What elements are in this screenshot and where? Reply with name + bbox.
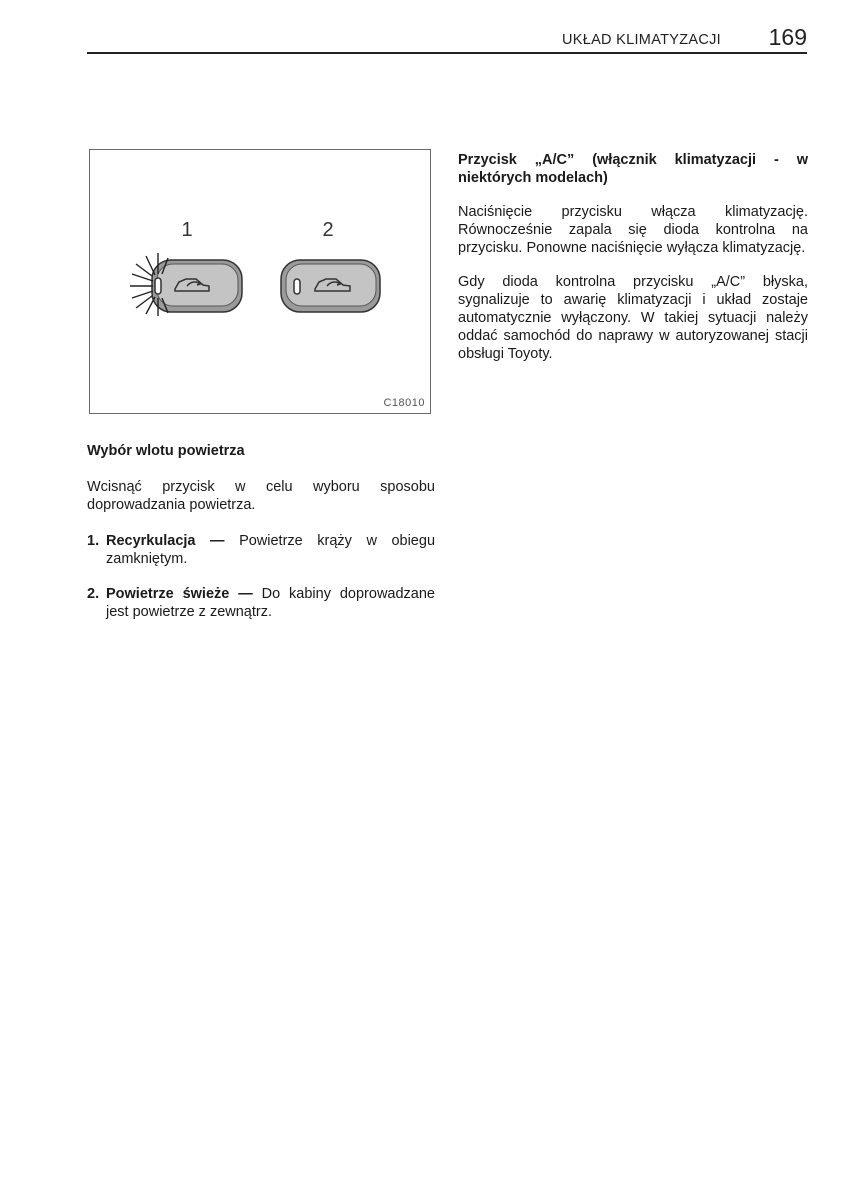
left-column [87,442,435,621]
list-item-text: Do kabiny doprowadzane jest powietrze z zewnątrz. [106,586,435,620]
air-intake-paragraph: Wcisnąć przycisk w celu wyboru sposobu doprowadzania powietrza. [87,479,435,513]
page-header [87,22,807,54]
ac-paragraph-1: Naciśnięcie przycisku włącza klimatyzację. Równocześnie zapala się dioda kontrolna na przycisku. Ponowne naciśnięcie wyłącza klimatyzację. [458,204,808,256]
button-1-number: 1 [181,219,193,241]
button-1 [130,253,242,316]
page-number: 169 [768,24,807,50]
button-2 [281,260,380,312]
list-item [87,532,435,568]
figure-code: C18010 [383,397,425,409]
figure-illustration [90,150,432,415]
right-column [458,151,808,363]
air-intake-heading: Wybór wlotu powietrza [87,443,245,459]
ac-paragraph-2: Gdy dioda kontrolna przycisku „A/C” błyska, sygnalizuje to awarię klimatyzacji i układ zostaje automatycznie wyłączony. W takiej sytuacji należy oddać samochód do naprawy w autoryzowanej stacji obsługi Toyoty. [458,274,808,362]
list-item-text: Powietrze krąży w obiegu zamkniętym. [106,533,436,567]
list-item-term: Recyrkulacja — [106,533,225,549]
list-item [87,585,435,621]
figure-ac-buttons [89,149,431,414]
indicator-light-off-icon [294,279,300,294]
ac-button-heading: Przycisk „A/C” (włącznik klimatyzacji - w niektórych modelach) [458,152,808,186]
list-item-number: 2. [87,586,100,602]
list-item-number: 1. [87,533,100,549]
button-2-number: 2 [322,219,334,241]
air-intake-list [87,532,435,621]
list-item-term: Powietrze świeże — [106,586,253,602]
section-title: UKŁAD KLIMATYZACJI [561,32,721,48]
